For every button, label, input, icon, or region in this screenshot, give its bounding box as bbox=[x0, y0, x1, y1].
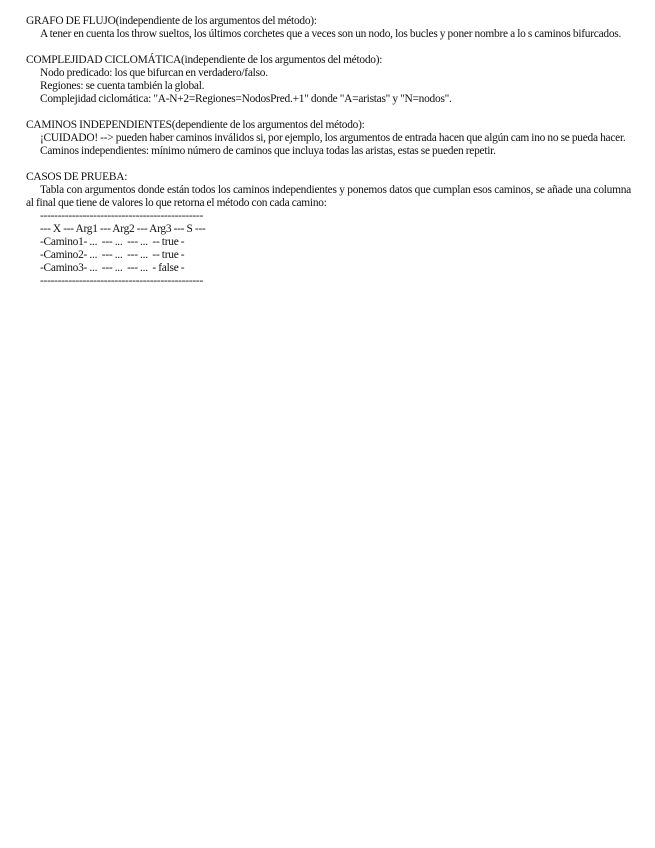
table-row: -Camino3- ... --- ... --- ... - false - bbox=[40, 262, 185, 274]
ascii-table bbox=[26, 210, 631, 288]
text-line-nodo-predicado: Nodo predicado: los que bifurcan en verdadero/falso. bbox=[40, 67, 268, 79]
paragraph-casos-intro: Tabla con argumentos donde están todos los caminos independientes y ponemos datos que cumplan esos caminos, se añade una columna al final que tiene de valores lo que retorna el método con cada camino: bbox=[26, 184, 631, 209]
table-border-bottom: ---------------------------------------------- bbox=[40, 275, 203, 287]
paragraph-cuidado: ¡CUIDADO! --> pueden haber caminos inválidos si, por ejemplo, los argumentos de entrada hacen que algún cam ino no se pueda hacer. bbox=[40, 132, 626, 144]
table-border-top: ---------------------------------------------- bbox=[40, 210, 203, 222]
section-grafo-de-flujo bbox=[26, 15, 631, 41]
text-line-complejidad-formula: Complejidad ciclomática: "A-N+2=Regiones=NodosPred.+1" donde "A=aristas" y "N=nodos". bbox=[40, 93, 452, 105]
table-row: -Camino1- ... --- ... --- ... -- true - bbox=[40, 236, 185, 248]
section-heading-caminos: CAMINOS INDEPENDIENTES(dependiente de los argumentos del método): bbox=[26, 119, 365, 131]
section-heading-complejidad: COMPLEJIDAD CICLOMÁTICA(independiente de los argumentos del método): bbox=[26, 54, 383, 66]
text-line-regiones: Regiones: se cuenta también la global. bbox=[40, 80, 205, 92]
paragraph-grafo-body: A tener en cuenta los throw sueltos, los últimos corchetes que a veces son un nodo, los bucles y poner nombre a lo s caminos bifurcados. bbox=[40, 28, 622, 40]
paragraph-caminos-independientes: Caminos independientes: mínimo número de caminos que incluya todas las aristas, estas se pueden repetir. bbox=[40, 145, 496, 157]
table-row: -Camino2- ... --- ... --- ... -- true - bbox=[40, 249, 185, 261]
section-caminos-independientes bbox=[26, 119, 631, 158]
section-heading-grafo: GRAFO DE FLUJO(independiente de los argumentos del método): bbox=[26, 15, 317, 27]
section-heading-casos: CASOS DE PRUEBA: bbox=[26, 171, 128, 183]
section-complejidad-ciclomatica bbox=[26, 54, 631, 106]
table-header-row: --- X --- Arg1 --- Arg2 --- Arg3 --- S --- bbox=[40, 223, 206, 235]
section-casos-de-prueba bbox=[26, 171, 631, 288]
document-page bbox=[26, 15, 631, 301]
